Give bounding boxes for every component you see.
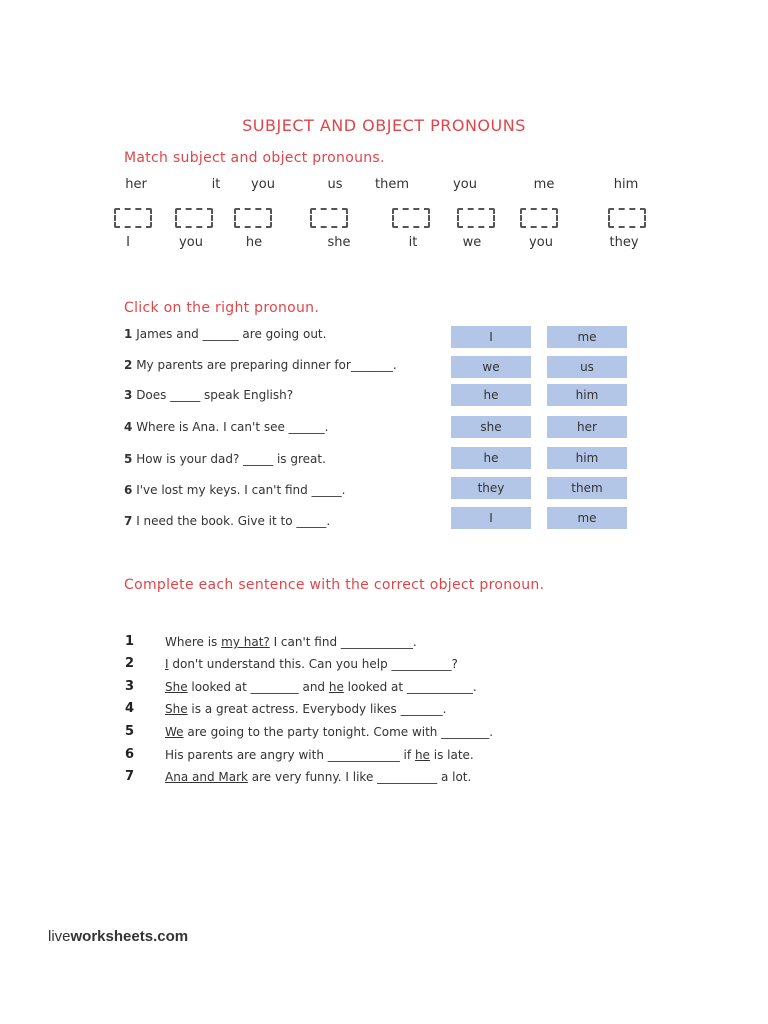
sentence-fragment: are going to the party tonight. Come with ________. bbox=[183, 725, 494, 739]
pronoun-option-button[interactable]: I bbox=[451, 507, 531, 529]
sentence-number: 1 bbox=[125, 634, 135, 649]
section-heading-match: Match subject and object pronouns. bbox=[124, 150, 385, 166]
match-bottom-word: she bbox=[327, 235, 351, 250]
sentence-number: 5 bbox=[125, 724, 135, 739]
underlined-word: he bbox=[414, 748, 430, 762]
complete-sentence[interactable] bbox=[165, 702, 446, 716]
sentence-fragment: I can't find ____________. bbox=[269, 635, 417, 649]
complete-sentence[interactable] bbox=[165, 657, 458, 671]
choice-question bbox=[124, 327, 326, 341]
logo-bold-text: worksheets bbox=[70, 928, 154, 945]
pronoun-option-button[interactable]: me bbox=[547, 507, 627, 529]
underlined-word: We bbox=[165, 725, 184, 739]
match-drop-box[interactable] bbox=[310, 208, 348, 228]
match-drop-box[interactable] bbox=[114, 208, 152, 228]
underlined-word: Ana and Mark bbox=[165, 770, 248, 784]
match-top-word[interactable]: it bbox=[211, 177, 221, 192]
match-drop-box[interactable] bbox=[457, 208, 495, 228]
question-number: 5 bbox=[124, 452, 133, 466]
choice-question bbox=[124, 514, 330, 528]
pronoun-option-button[interactable]: we bbox=[451, 356, 531, 378]
match-drop-box[interactable] bbox=[392, 208, 430, 228]
complete-sentence[interactable] bbox=[165, 725, 493, 739]
question-text: My parents are preparing dinner for_______. bbox=[136, 358, 397, 372]
pronoun-option-button[interactable]: them bbox=[547, 477, 627, 499]
sentence-number: 2 bbox=[125, 656, 135, 671]
question-number: 2 bbox=[124, 358, 133, 372]
pronoun-option-button[interactable]: they bbox=[451, 477, 531, 499]
underlined-word: She bbox=[165, 680, 188, 694]
pronoun-option-button[interactable]: I bbox=[451, 326, 531, 348]
question-text: I need the book. Give it to _____. bbox=[136, 514, 331, 528]
sentence-fragment: His parents are angry with ____________ if bbox=[165, 748, 415, 762]
match-drop-box[interactable] bbox=[608, 208, 646, 228]
question-text: James and ______ are going out. bbox=[136, 327, 327, 341]
pronoun-option-button[interactable]: him bbox=[547, 447, 627, 469]
question-text: I've lost my keys. I can't find _____. bbox=[136, 483, 346, 497]
question-text: Does _____ speak English? bbox=[136, 388, 294, 402]
sentence-number: 6 bbox=[125, 747, 135, 762]
page-title: SUBJECT AND OBJECT PRONOUNS bbox=[242, 116, 526, 135]
choice-question bbox=[124, 358, 397, 372]
complete-sentence[interactable] bbox=[165, 680, 477, 694]
pronoun-option-button[interactable]: he bbox=[451, 384, 531, 406]
question-number: 4 bbox=[124, 420, 133, 434]
pronoun-option-button[interactable]: me bbox=[547, 326, 627, 348]
sentence-number: 3 bbox=[125, 679, 135, 694]
match-bottom-word: you bbox=[179, 235, 203, 250]
pronoun-option-button[interactable]: her bbox=[547, 416, 627, 438]
question-number: 6 bbox=[124, 483, 133, 497]
sentence-fragment: are very funny. I like __________ a lot. bbox=[247, 770, 472, 784]
complete-sentence[interactable] bbox=[165, 770, 471, 784]
sentence-fragment: is late. bbox=[429, 748, 474, 762]
match-bottom-word: they bbox=[609, 235, 639, 250]
site-logo[interactable] bbox=[48, 928, 188, 945]
match-top-word[interactable]: me bbox=[533, 177, 555, 192]
sentence-fragment: looked at ___________. bbox=[343, 680, 477, 694]
match-bottom-word: you bbox=[529, 235, 553, 250]
sentence-number: 4 bbox=[125, 701, 135, 716]
question-number: 3 bbox=[124, 388, 133, 402]
question-text: Where is Ana. I can't see ______. bbox=[136, 420, 329, 434]
match-top-word[interactable]: you bbox=[453, 177, 477, 192]
sentence-fragment: Where is bbox=[165, 635, 222, 649]
logo-light-text: live bbox=[48, 928, 71, 945]
match-bottom-word: I bbox=[126, 235, 130, 250]
sentence-fragment: looked at ________ and bbox=[187, 680, 329, 694]
pronoun-option-button[interactable]: he bbox=[451, 447, 531, 469]
match-top-word[interactable]: you bbox=[251, 177, 275, 192]
match-bottom-word: he bbox=[245, 235, 263, 250]
match-top-word[interactable]: him bbox=[613, 177, 639, 192]
question-number: 1 bbox=[124, 327, 133, 341]
choice-question bbox=[124, 420, 328, 434]
logo-domain-text: .com bbox=[153, 928, 189, 945]
complete-sentence[interactable] bbox=[165, 635, 417, 649]
match-top-word[interactable]: us bbox=[327, 177, 343, 192]
section-heading-choose: Click on the right pronoun. bbox=[124, 300, 320, 316]
pronoun-option-button[interactable]: us bbox=[547, 356, 627, 378]
underlined-word: he bbox=[328, 680, 344, 694]
sentence-fragment: is a great actress. Everybody likes _______. bbox=[187, 702, 447, 716]
pronoun-option-button[interactable]: she bbox=[451, 416, 531, 438]
question-number: 7 bbox=[124, 514, 133, 528]
sentence-fragment: don't understand this. Can you help __________? bbox=[168, 657, 458, 671]
question-text: How is your dad? _____ is great. bbox=[136, 452, 326, 466]
section-heading-complete: Complete each sentence with the correct object pronoun. bbox=[124, 577, 545, 593]
match-top-word[interactable]: her bbox=[125, 177, 147, 192]
match-bottom-word: we bbox=[462, 235, 482, 250]
match-bottom-word: it bbox=[408, 235, 418, 250]
underlined-word: I bbox=[165, 657, 169, 671]
choice-question bbox=[124, 452, 326, 466]
underlined-word: my hat? bbox=[221, 635, 270, 649]
sentence-number: 7 bbox=[125, 769, 135, 784]
match-drop-box[interactable] bbox=[175, 208, 213, 228]
match-drop-box[interactable] bbox=[234, 208, 272, 228]
complete-sentence[interactable] bbox=[165, 748, 474, 762]
underlined-word: She bbox=[165, 702, 188, 716]
pronoun-option-button[interactable]: him bbox=[547, 384, 627, 406]
choice-question bbox=[124, 483, 345, 497]
match-drop-box[interactable] bbox=[520, 208, 558, 228]
choice-question bbox=[124, 388, 293, 402]
match-top-word[interactable]: them bbox=[375, 177, 409, 192]
